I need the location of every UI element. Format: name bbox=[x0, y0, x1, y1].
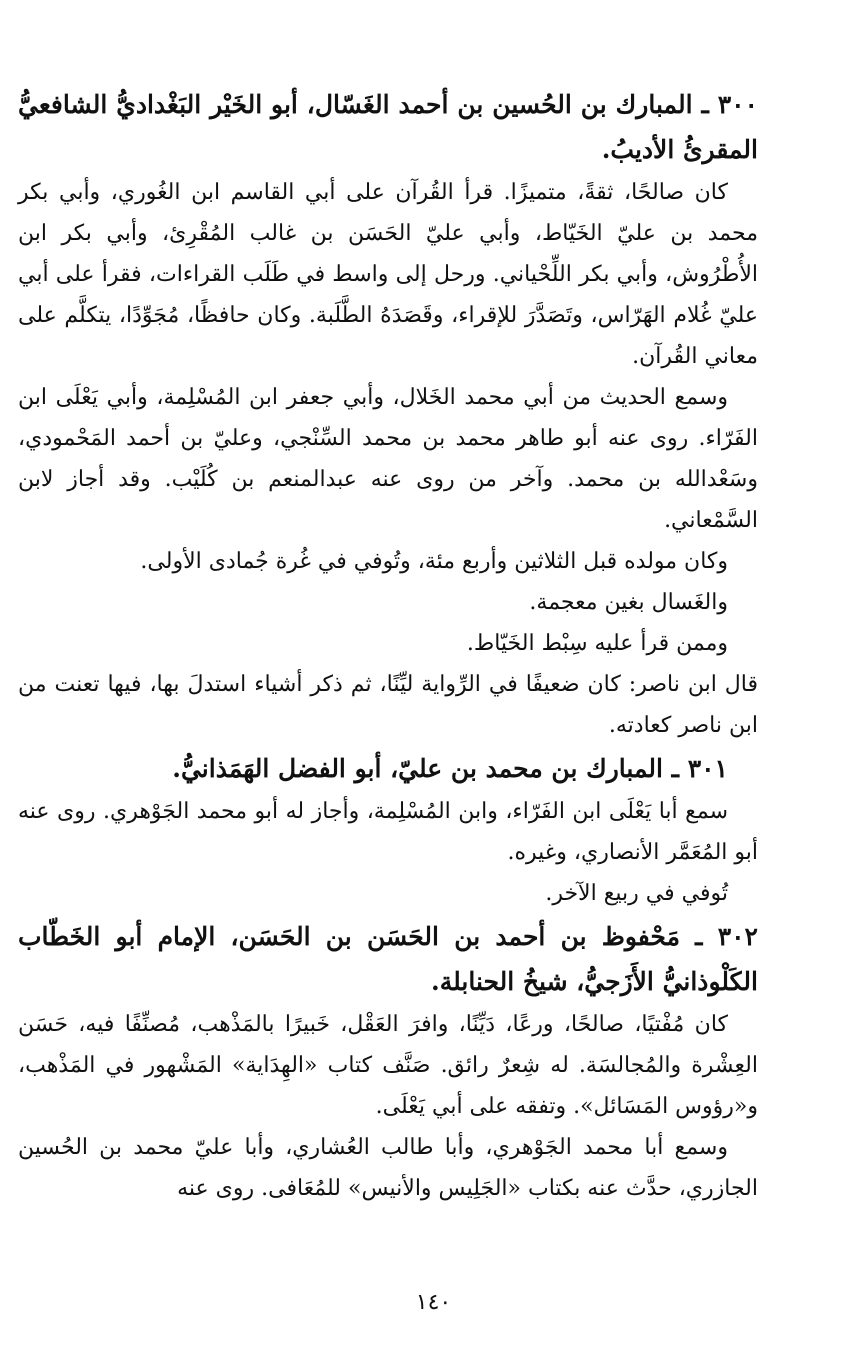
entry-300-paragraph: والغَسال بغين معجمة. bbox=[529, 590, 728, 615]
entry-301-paragraph: تُوفي في ربيع الآخر. bbox=[545, 881, 728, 906]
entry-302-paragraph: وسمع أبا محمد الجَوْهري، وأبا طالب العُشاري، وأبا عليّ محمد بن الحُسين الجازري، حدَّث عنه بكتاب «الجَلِيس والأنيس» للمُعَافى. روى عنه bbox=[18, 1135, 758, 1201]
page-number: ١٤٠ bbox=[415, 1290, 452, 1315]
entry-heading-301: ٣٠١ ـ المبارك بن محمد بن عليّ، أبو الفضل الهَمَذانيُّ. bbox=[172, 754, 728, 783]
page-body bbox=[18, 82, 758, 1209]
entry-heading-302: ٣٠٢ ـ مَحْفوظ بن أحمد بن الحَسَن بن الحَسَن، الإمام أبو الخَطّاب الكَلْوذانيُّ الأَزَجيُّ، شيخُ الحنابلة. bbox=[18, 922, 758, 996]
entry-302-paragraph: كان مُفْتيًا، صالحًا، ورعًا، دَيِّنًا، وافرَ العَقْل، خَبيرًا بالمَذْهب، مُصنِّفًا فيه، حَسَن العِشْرة والمُجالسَة. له شِعرٌ رائق. صَنَّف كتاب «الهِدَاية» المَشْهور في المَذْهب، و«رؤوس المَسَائل». وتفقه على أبي يَعْلَى. bbox=[18, 1012, 758, 1119]
entry-300-paragraph: وممن قرأ عليه سِبْط الخَيّاط. bbox=[466, 631, 728, 656]
entry-heading-300: ٣٠٠ ـ المبارك بن الحُسين بن أحمد الغَسّال، أبو الخَيْر البَغْداديُّ الشافعيُّ المقرئُ الأديبُ. bbox=[18, 90, 758, 164]
entry-300-paragraph: كان صالحًا، ثقةً، متميزًا. قرأ القُرآن على أبي القاسم ابن الغُوري، وأبي بكر محمد بن عليّ الخَيّاط، وأبي عليّ الحَسَن بن غالب المُقْرِئ، وأبي بكر ابن الأُطْرُوش، وأبي بكر اللِّحْياني. ورحل إلى واسط في طَلَب القراءات، فقرأ على أبي عليّ غُلام الهَرّاس، وتَصَدَّرَ للإقراء، وقَصَدَهُ الطَّلَبة. وكان حافظًا، مُجَوِّدًا، يتكلَّم على معاني القُرآن. bbox=[18, 180, 758, 369]
entry-301-paragraph: سمع أبا يَعْلَى ابن الفَرّاء، وابن المُسْلِمة، وأجاز له أبو محمد الجَوْهري. روى عنه أبو المُعَمَّر الأنصاري، وغيره. bbox=[18, 799, 758, 865]
entry-300-paragraph: وسمع الحديث من أبي محمد الخَلال، وأبي جعفر ابن المُسْلِمة، وأبي يَعْلَى ابن الفَرّاء. روى عنه أبو طاهر محمد بن محمد السِّنْجي، وعليّ بن أحمد المَحْمودي، وسَعْدالله بن محمد. وآخر من روى عنه عبدالمنعم بن كُلَيْب. وقد أجاز لابن السَّمْعاني. bbox=[18, 385, 758, 533]
entry-300-paragraph: قال ابن ناصر: كان ضعيفًا في الرِّواية ليِّنًا، ثم ذكر أشياء استدلَ بها، فيها تعنت من ابن ناصر كعادته. bbox=[18, 672, 758, 738]
entry-300-paragraph: وكان مولده قبل الثلاثين وأربع مئة، وتُوفي في غُرة جُمادى الأولى. bbox=[140, 549, 728, 574]
